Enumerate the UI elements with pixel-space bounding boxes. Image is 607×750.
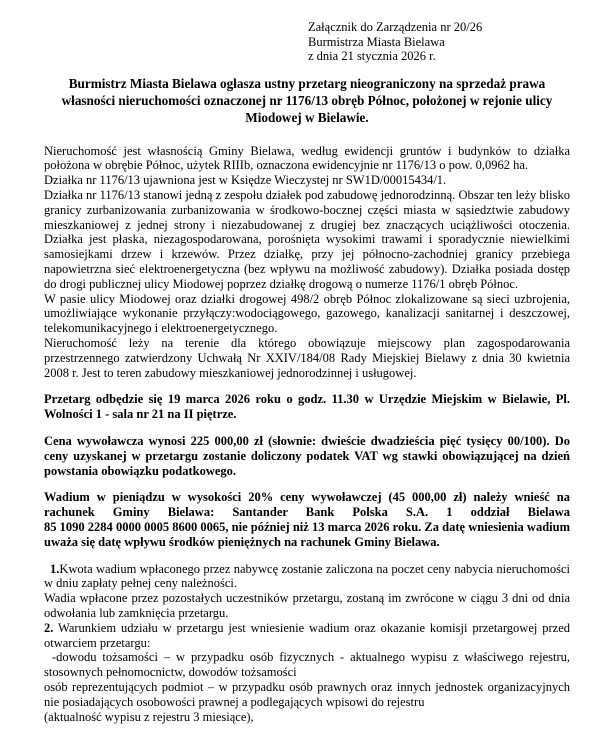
deposit-paragraph: Wadium w pieniądzu w wysokości 20% ceny wywoławczej (45 000,00 zł) należy wnieść na rachunek Gminy Bielawa: Santander Bank Polska S.A. 1 oddział Bielawa 85 1090 2284 0000 0005 8600 0065, nie później niż 13 marca 2026 roku. Za datę wniesienia wadium uważa się datę wpływu środków pieniężnych na rachunek Gminy Bielawa. bbox=[44, 490, 570, 549]
intro-paragraph-utilities: W pasie ulicy Miodowej oraz działki drogowej 498/2 obręb Północ zlokalizowane są sieci uzbrojenia, umożliwiające wykonanie przyłączy:wodociągowego, gazowego, kanalizacji sanitarnej i deszczowej, telekomunikacyjnego i elektroenergetycznego. bbox=[44, 291, 570, 336]
intro-paragraph-ownership: Nieruchomość jest własnością Gminy Bielawa, według ewidencji gruntów i budynków to działka położona w obrębie Północ, użytek RIIIb, oznaczona ewidencyjnie nr 1176/13 o pow. 0,0962 ha. bbox=[44, 143, 570, 173]
condition-number-1: 1. bbox=[50, 561, 60, 576]
condition-number-2: 2. bbox=[44, 620, 54, 635]
auction-date-paragraph: Przetarg odbędzie się 19 marca 2026 roku o godz. 11.30 w Urzędzie Miejskim w Bielawie, Pl. Wolności 1 - sala nr 21 na II piętrze. bbox=[44, 392, 570, 422]
intro-paragraph-plot-description: Działka nr 1176/13 stanowi jedną z zespołu działek pod zabudowę jednorodzinną. Obszar ten leży blisko granicy zurbanizowania zurbanizowania w środkowo-bocznej części miasta w sąsiedztwie zabudowy mieszkaniowej z jednej strony i niezabudowanej z drugiej bez znaczących uciążliwości otoczenia. Działka jest płaska, niezagospodarowana, porośnięta wysokimi trawami i sporadycznie niewielkimi samosiejkami drzew i krzewów. Przez działkę, przy jej północno-zachodniej granicy przebiega napowietrzna sieć elektroenergetyczna (bez wpływu na możliwość zabudowy). Działka posiada dostęp do drogi publicznej ulicy Miodowej poprzez działkę drogową o numerze 1176/1 obręb Północ. bbox=[44, 188, 570, 291]
document-title: Burmistrz Miasta Bielawa ogłasza ustny przetarg nieograniczony na sprzedaż prawa własności nieruchomości oznaczonej nr 1176/13 obręb Północ, położonej w rejonie ulicy Miodowej w Bielawie. bbox=[61, 75, 553, 126]
starting-price-paragraph: Cena wywoławcza wynosi 225 000,00 zł (słownie: dwieście dwadzieścia pięć tysięcy 00/100). Do ceny uzyskanej w przetargu zostanie doliczony podatek VAT wg stawki obowiązującej na dzień powstania obowiązku podatkowego. bbox=[44, 434, 570, 478]
condition-text-1: Kwota wadium wpłaconego przez nabywcę zostanie zaliczona na poczet ceny nabycia nieruchomości w dniu zapłaty pełnej ceny należności. bbox=[44, 561, 570, 591]
condition-item-register-validity: (aktualność wypisu z rejestru 3 miesiące), bbox=[44, 709, 254, 724]
condition-item-1 bbox=[44, 562, 570, 592]
condition-text-2: Warunkiem udziału w przetargu jest wniesienie wadium oraz okazanie komisji przetargowej przed otwarciem przetargu: bbox=[44, 620, 570, 650]
document-body bbox=[44, 144, 570, 725]
attachment-note-line-3: z dnia 21 stycznia 2026 r. bbox=[308, 49, 436, 64]
attachment-note-line-1: Załącznik do Zarządzenia nr 20/26 bbox=[308, 20, 483, 34]
condition-item-2 bbox=[44, 621, 570, 651]
attachment-note bbox=[308, 20, 570, 64]
intro-paragraph-land-register: Działka nr 1176/13 ujawniona jest w Księdze Wieczystej nr SW1D/00015434/1. bbox=[44, 173, 447, 188]
condition-item-refund: Wadia wpłacone przez pozostałych uczestników przetargu, zostaną im zwrócone w ciągu 3 dni od dnia odwołania lub zamknięcia przetargu. bbox=[44, 591, 570, 620]
condition-item-representatives: osób reprezentujących podmiot – w przypadku osób prawnych oraz innych jednostek organizacyjnych nie posiadających osobowości prawnej a podlegających wpisowi do rejestru bbox=[44, 679, 570, 709]
intro-paragraph-zoning-plan: Nieruchomość leży na terenie dla którego obowiązuje miejscowy plan zagospodarowania przestrzennego zatwierdzony Uchwałą Nr XXIV/184/08 Rady Miejskiej Bielawy z dnia 30 kwietnia 2008 r. Jest to teren zabudowy mieszkaniowej jednorodzinnej i usługowej. bbox=[44, 336, 570, 380]
attachment-note-line-2: Burmistrza Miasta Bielawa bbox=[308, 34, 445, 49]
condition-item-identity-docs: -dowodu tożsamości – w przypadku osób fizycznych - aktualnego wypisu z właściwego rejestru, stosownych pełnomocnictw, dowodów tożsamości bbox=[44, 650, 570, 680]
